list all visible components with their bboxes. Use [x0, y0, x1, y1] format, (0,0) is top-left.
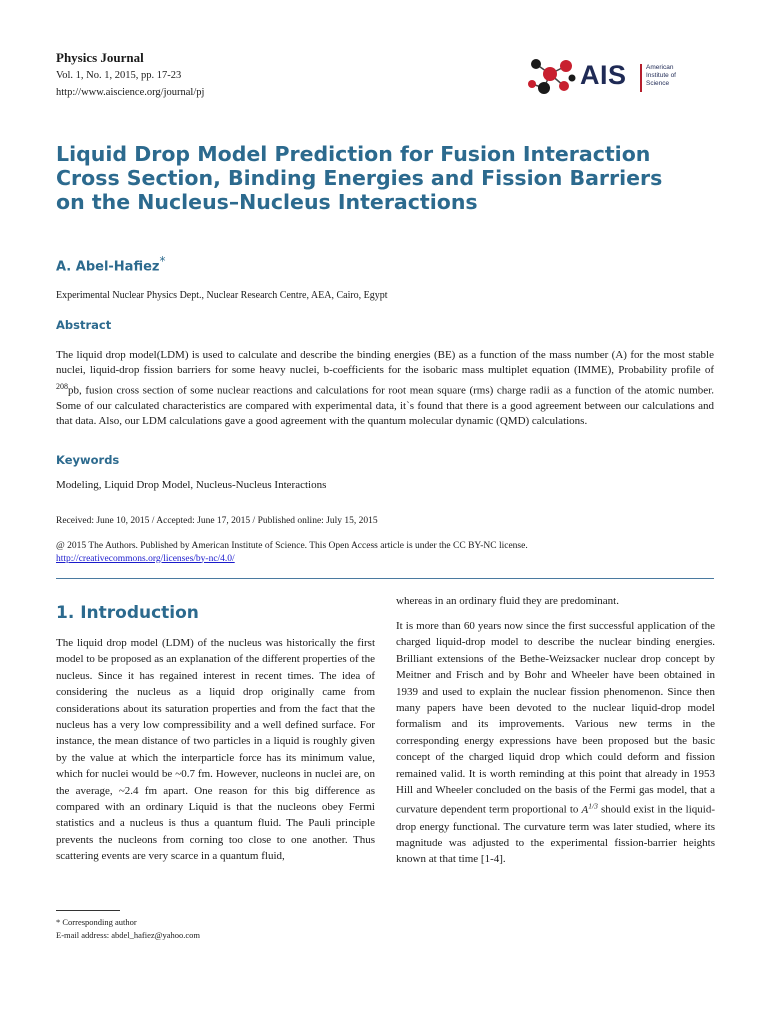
logo-text: AIS	[580, 60, 627, 90]
author-affiliation: Experimental Nuclear Physics Dept., Nuclear Research Centre, AEA, Cairo, Egypt	[56, 290, 388, 301]
introduction-heading: 1. Introduction	[56, 603, 199, 623]
introduction-right-column-second: It is more than 60 years now since the first successful application of the charged liquid-drop model to describe the nuclear binding energies. Brilliant extensions of the Bethe-Weizsacker nuclear drop concept by Meitner and Frisch and by Bohr and Wheeler have been obtained in 1939 and used to explain the nuclear fission phenomenon. Since then many papers have been devoted to the nuclear liquid-drop model formalism and its improvements. Various new terms in the corresponding energy expressions have been proposed but the basic concept of the charged liquid drop which could deform and fission remained valid. It is worth reminding at this point that already in 1953 Hill and Wheeler concluded on the basis of the Fermi gas model, that a curvature dependent term proportional to $A^{1/3}$ should exist in the liquid-drop energy functional. The curvature term was later studied, where its magnitude was adjusted to the experimental fission-barrier heights known at that time [1-4].	[396, 620, 715, 866]
ais-logo	[526, 54, 716, 98]
footnote	[56, 916, 200, 941]
license-notice: @ 2015 The Authors. Published by American Institute of Science. This Open Access article is under the CC BY-NC license. http://creativecommons.org/licenses/by-nc/4.0/	[56, 541, 528, 564]
abstract-text: The liquid drop model(LDM) is used to calculate and describe the binding energies (BE) as a function of the mass number (A) for the most stable nuclei, liquid-drop fission barriers for some heavy nuclei, b-coefficients for the isobaric mass multiplet equation (IMME), Probability profile of $^{208}$pb, fusion cross section of some nuclear reactions and calculations for root mean square (rms) charge radii as a function of the atomic number. Some of our calculated characteristics are compared with experimental data, it`s found that there is a good agreement between our calculations and that data. Also, our LDM calculations gave a good agreement with the quantum molecular dynamic (QMD) calculations.	[56, 349, 714, 428]
keywords-text: Modeling, Liquid Drop Model, Nucleus-Nucleus Interactions	[56, 479, 327, 491]
keywords-heading: Keywords	[56, 453, 120, 467]
author-footnote-mark: *	[159, 254, 166, 268]
article-title: Liquid Drop Model Prediction for Fusion Interaction Cross Section, Binding Energies and Fission Barriers on the Nucleus–Nucleus Interactions	[56, 142, 663, 214]
journal-url[interactable]: http://www.aiscience.org/journal/pj	[56, 87, 205, 98]
logo-divider	[640, 64, 642, 92]
journal-header	[56, 50, 716, 110]
corresponding-author-note: * Corresponding author	[56, 917, 137, 927]
introduction-right-column-first: whereas in an ordinary fluid they are predominant.	[396, 595, 619, 607]
journal-volume-info: Vol. 1, No. 1, 2015, pp. 17-23	[56, 70, 182, 81]
section-divider	[56, 578, 714, 579]
license-link[interactable]: http://creativecommons.org/licenses/by-nc/4.0/	[56, 553, 235, 564]
publication-dates: Received: June 10, 2015 / Accepted: June 17, 2015 / Published online: July 15, 2015	[56, 516, 378, 526]
author-name: A. Abel-Hafiez*	[56, 254, 166, 275]
abstract-heading: Abstract	[56, 318, 112, 332]
author-email[interactable]: E-mail address: abdel_hafiez@yahoo.com	[56, 929, 201, 940]
math-term: $A^{1/3}$	[581, 801, 598, 817]
journal-name: Physics Journal	[56, 50, 144, 65]
logo-subtitle: American Institute of Science	[646, 64, 676, 87]
molecule-logo-icon	[526, 54, 578, 98]
introduction-left-column: The liquid drop model (LDM) of the nucleus was historically the first model to be proposed as an explanation of the different properties of the nucleus. Since it has regained interest in recent times. The idea of considering the nucleus as a liquid drop originally came from considerations about its saturation properties and from the fact that the nucleus has a very low compressibility and a well defined surface. For instance, the mean distance of two particles in a liquid is roughly given by the value at which the interparticle force has its minimum value, which for nuclei would be ~0.7 fm. However, nucleons in nuclei are, on the average, ~2.4 fm apart. One reason for this big difference as compared with an ordinary Liquid is that the nucleons obey Fermi statistics and a nucleus is thus a quantum fluid. The Pauli principle prevents the nucleons from corning too close to one another. Thus scattering events are very scarce in a quantum fluid,	[56, 637, 375, 863]
footnote-rule	[56, 910, 120, 911]
